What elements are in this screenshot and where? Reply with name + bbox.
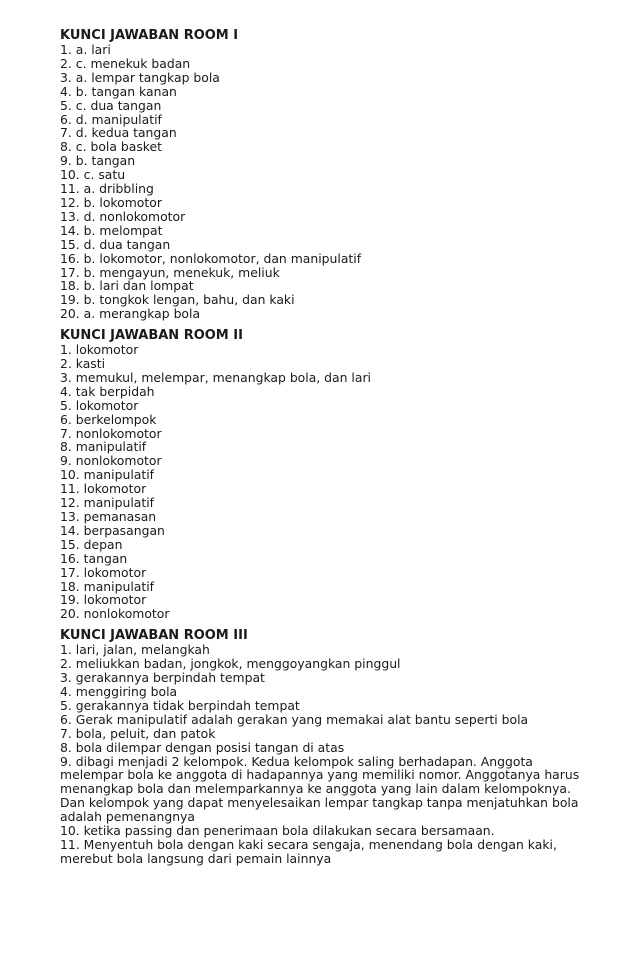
answer-item: 10. ketika passing dan penerimaan bola dilakukan secara bersamaan. <box>60 823 495 839</box>
section-room-2 <box>60 329 580 621</box>
section-title-room-3: KUNCI JAWABAN ROOM III <box>60 628 248 644</box>
answer-item: 15. depan <box>60 536 123 552</box>
answer-item: 11. a. dribbling <box>60 181 154 197</box>
answer-item: 11. lokomotor <box>60 481 147 497</box>
answer-item: 14. berpasangan <box>60 522 165 538</box>
section-title-room-1: KUNCI JAWABAN ROOM I <box>60 28 239 43</box>
answer-item: 18. manipulatif <box>60 578 155 594</box>
answer-item: 16. tangan <box>60 550 128 566</box>
section-title-room-2: KUNCI JAWABAN ROOM II <box>60 328 243 344</box>
answer-item: 19. b. tongkok lengan, bahu, dan kaki <box>60 292 295 308</box>
answer-item: 10. c. satu <box>60 167 126 183</box>
answer-item: 2. kasti <box>60 356 106 372</box>
answer-item: 3. memukul, melempar, menangkap bola, dan lari <box>60 369 371 385</box>
answer-item: 20. a. merangkap bola <box>60 306 201 322</box>
answer-item: 5. c. dua tangan <box>60 97 162 113</box>
answer-item: 8. bola dilempar dengan posisi tangan di atas <box>60 739 345 755</box>
section-room-3 <box>60 629 580 866</box>
answer-item: 9. b. tangan <box>60 153 136 169</box>
answer-item: 7. bola, peluit, dan patok <box>60 725 216 741</box>
answer-key-document <box>60 29 580 866</box>
answer-item: 6. d. manipulatif <box>60 111 162 127</box>
answer-item: 18. b. lari dan lompat <box>60 278 194 294</box>
answer-list-room-3 <box>60 643 580 866</box>
answer-item: 1. a. lari <box>60 42 111 57</box>
answer-item: 12. manipulatif <box>60 495 155 511</box>
answer-item: 3. a. lempar tangkap bola <box>60 69 220 85</box>
answer-item: 6. berkelompok <box>60 411 157 427</box>
answer-item: 5. lokomotor <box>60 397 139 413</box>
answer-item: 4. tak berpidah <box>60 383 155 399</box>
answer-item: 13. d. nonlokomotor <box>60 208 186 224</box>
answer-item: 14. b. melompat <box>60 222 163 238</box>
answer-item: 1. lokomotor <box>60 342 139 358</box>
answer-item: 16. b. lokomotor, nonlokomotor, dan manipulatif <box>60 250 362 266</box>
answer-item: 6. Gerak manipulatif adalah gerakan yang memakai alat bantu seperti bola <box>60 711 529 727</box>
section-room-1 <box>60 29 580 321</box>
answer-list-room-2 <box>60 343 580 621</box>
answer-item: 17. b. mengayun, menekuk, meliuk <box>60 264 280 280</box>
answer-item: 19. lokomotor <box>60 592 147 608</box>
answer-item: 8. manipulatif <box>60 439 147 455</box>
answer-item: 13. pemanasan <box>60 509 157 524</box>
answer-item: 9. nonlokomotor <box>60 453 162 469</box>
answer-item: 8. c. bola basket <box>60 139 162 155</box>
answer-item: 5. gerakannya tidak berpindah tempat <box>60 697 300 713</box>
answer-item: 7. nonlokomotor <box>60 425 162 441</box>
answer-item: 10. manipulatif <box>60 467 155 483</box>
answer-item: 20. nonlokomotor <box>60 606 170 622</box>
answer-item: 4. b. tangan kanan <box>60 83 177 99</box>
answer-item: 9. dibagi menjadi 2 kelompok. Kedua kelompok saling berhadapan. Anggota melempar bola ke anggota di hadapannya yang memiliki nomor. Anggotanya harus menangkap bola dan melemparkannya ke anggota yang lain dalam kelompoknya. Dan kelompok yang dapat menyelesaikan lempar tangkap tanpa menjatuhkan bola adalah pemenangnya <box>60 753 580 825</box>
answer-item: 7. d. kedua tangan <box>60 125 177 141</box>
answer-list-room-1 <box>60 43 580 321</box>
answer-item: 4. menggiring bola <box>60 683 178 699</box>
answer-item: 12. b. lokomotor <box>60 194 162 210</box>
answer-item: 2. c. menekuk badan <box>60 55 191 71</box>
answer-item: 17. lokomotor <box>60 564 147 580</box>
answer-item: 3. gerakannya berpindah tempat <box>60 670 265 686</box>
answer-item: 15. d. dua tangan <box>60 236 171 252</box>
answer-item: 2. meliukkan badan, jongkok, menggoyangkan pinggul <box>60 656 401 672</box>
answer-item: 11. Menyentuh bola dengan kaki secara sengaja, menendang bola dengan kaki, merebut bola langsung dari pemain lainnya <box>60 836 557 866</box>
answer-item: 1. lari, jalan, melangkah <box>60 642 210 658</box>
